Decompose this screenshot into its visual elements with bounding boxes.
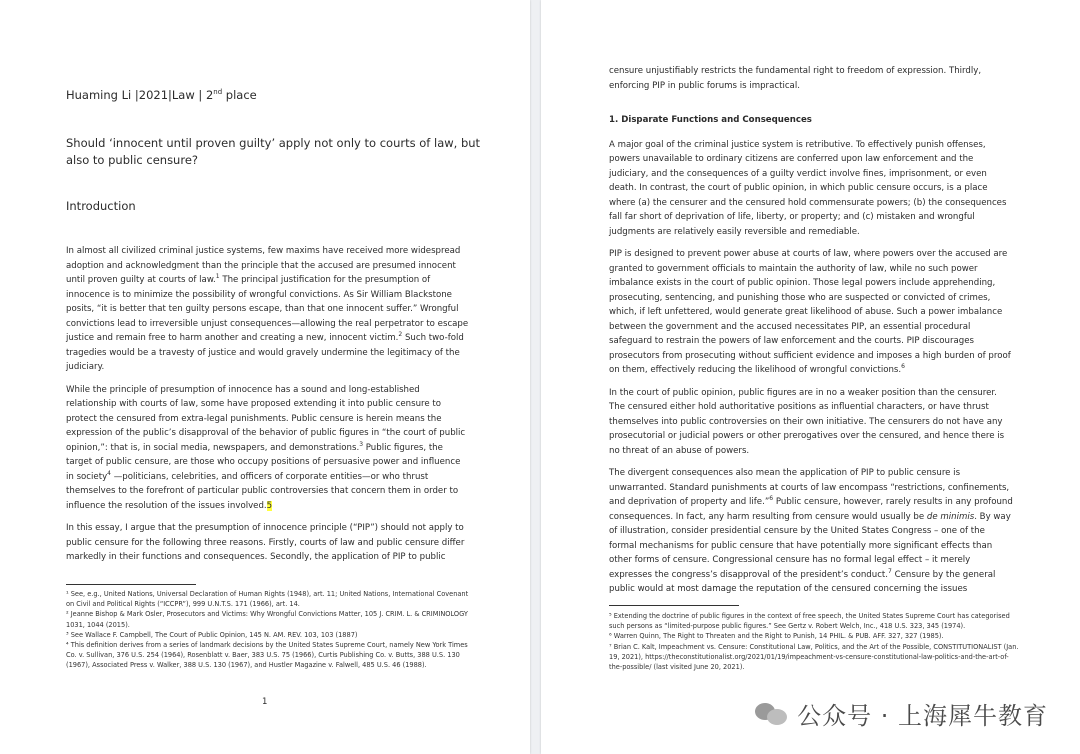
paragraph: A major goal of the criminal justice system is retributive. To effectively punish offenses, powers unavailable to ordinary citizens are conferred upon law enforcement and the judiciary, and the consequences of a guilty verdict involve fines, imprisonment, or even death. In contrast, the court of public opinion, in which public censure occurs, is a place where (a) the censurer and the censured hold commensurate powers; (b) the consequences fall far short of deprivation of life, liberty, or property; and (c) mistaken and wrongful judgments are relatively easily reversible and remediable. xyxy=(609,139,1007,237)
footnote: ⁴ This definition derives from a series of landmark decisions by the United States Supreme Court, namely New York Times Co. v. Sullivan, 376 U.S. 254 (1964), Rosenblatt v. Baer, 383 U.S. 75 (1966), Curtis Publishing Co. v. Butts, 388 U.S. 130 (1967), Associated Press v. Walker, 388 U.S. 130 (1967), and Hustler Magazine v. Falwell, 485 U.S. 46 (1988). xyxy=(66,641,468,670)
paragraph: In the court of public opinion, public figures are in no a weaker position than the censurer. The censured either hold authoritative positions as influential characters, or have thrust themselves into public controversies on their own initiative. The censurers do not have any prosecutorial or judicial powers or other prerogatives over the censured, and hence there is no threat of an abuse of powers. xyxy=(609,387,1005,456)
introduction-body xyxy=(66,244,469,573)
section-heading: 1. Disparate Functions and Consequences xyxy=(609,115,812,125)
document-page-left xyxy=(0,0,530,754)
paragraph: In this essay, I argue that the presumption of innocence principle (“PIP”) should not apply to public censure for the following three reasons. Firstly, courts of law and public censure differ markedly in their functions and consequences. Secondly, the application of PIP to public xyxy=(66,523,465,562)
essay-question: Should ‘innocent until proven guilty’ apply not only to courts of law, but also to public censure? xyxy=(66,136,481,167)
wechat-icon xyxy=(755,701,789,727)
footnote-divider xyxy=(609,605,739,606)
introduction-heading: Introduction xyxy=(66,199,136,213)
footnote: ³ See Wallace F. Campbell, The Court of Public Opinion, 145 N. AM. REV. 103, 103 (1887) xyxy=(66,630,358,639)
footnote: ² Jeanne Bishop & Mark Osler, Prosecutors and Victims: Why Wrongful Convictions Matter, 105 J. CRIM. L. & CRIMINOLOGY 1031, 1044 (2015). xyxy=(66,610,468,629)
paragraph: PIP is designed to prevent power abuse at courts of law, where powers over the accused are granted to government officials to maintain the authority of law, while no such power imbalance exists in the court of public opinion. Those legal powers include apprehending, prosecuting, sentencing, and punishing those who are suspected or convicted of crimes, which, if left unfettered, would generate great likelihood of abuse. Such a power imbalance between the government and the accused necessitates PIP, an essential procedural safeguard to restrain the powers of law enforcement and the courts. PIP discourages prosecutors from prosecuting without sufficient evidence and imposes a high burden of proof on them, effectively reducing the likelihood of wrongful convictions.$^6$ xyxy=(609,249,1011,375)
footnote: ¹ See, e.g., United Nations, Universal Declaration of Human Rights (1948), art. 11; United Nations, International Covenant on Civil and Political Rights (“ICCPR”), 999 U.N.T.S. 171 (1966), art. 14. xyxy=(66,590,469,609)
footnote-ref-highlight: 5 xyxy=(266,500,273,511)
paragraph: censure unjustifiably restricts the fundamental right to freedom of expression. Thirdly, enforcing PIP in public forums is impractical. xyxy=(609,66,982,91)
section-body xyxy=(609,64,1014,605)
paragraph: While the principle of presumption of innocence has a sound and long-established relationship with courts of law, some have proposed extending it into public censure to protect the censured from extra-legal punishments. Public censure is herein means the expression of the public’s disapproval of the behavior of public figures in “the court of public opinion,”: that is, in social media, newspapers, and demonstrations.$^3$ Public figures, the target of public censure, are those who occupy positions of persuasive power and influence in society$^4$ —politicians, celebrities, and officers of corporate entities—or who thrust themselves to the forefront of particular public controversies that concern them in order to influence the resolution of the issues involved.5 xyxy=(66,384,466,511)
footnotes xyxy=(609,611,1019,672)
page-number: 1 xyxy=(262,697,268,707)
footnote: ⁶ Warren Quinn, The Right to Threaten and the Right to Punish, 14 PHIL. & PUB. AFF. 327, 327 (1985). xyxy=(609,632,944,641)
footnotes xyxy=(66,589,476,671)
paragraph: The divergent consequences also mean the application of PIP to public censure is unwarranted. Standard punishments at courts of law encompass “restrictions, confinements, and deprivation of property and life.”$^6$ Public censure, however, rarely results in any profound consequences. In fact, any harm resulting from censure would usually be de minimis. By way of illustration, consider presidential censure by the United States Congress – one of the formal mechanisms for public censure that have potentially more significant effects than other forms of censure. Congressional censure has no formal legal effect – it merely expresses the congress’s disapproval of the president’s conduct.$^7$ Censure by the general public would at most damage the reputation of the censured concerning the issues xyxy=(609,468,1013,594)
wechat-watermark xyxy=(755,696,1048,731)
paragraph: In almost all civilized criminal justice systems, few maxims have received more widespread adoption and acknowledgment than the principle that the accused are presumed innocent until proven guilty at courts of law.$^1$ The principal justification for the presumption of innocence is to minimize the possibility of wrongful convictions. As Sir William Blackstone posits, “it is better that ten guilty persons escape, than that one innocent suffer.” Wrongful convictions lead to irreversible unjust consequences—allowing the real perpetrator to escape justice and remain free to harm another and creating a new, innocent victim.$^2$ Such two-fold tragedies would be a travesty of justice and would gravely undermine the legitimacy of the judiciary. xyxy=(66,246,469,372)
footnote: ⁵ Extending the doctrine of public figures in the context of free speech, the United States Supreme Court has categorised such persons as “limited-purpose public figures.” See Gertz v. Robert Welch, Inc., 418 U.S. 323, 345 (1974). xyxy=(609,612,1010,631)
author-header: Huaming Li |2021|Law | 2nd place xyxy=(66,88,257,102)
footnote: ⁷ Brian C. Kalt, Impeachment vs. Censure: Constitutional Law, Politics, and the Art of the Possible, CONSTITUTIONALIST (Jan. 19, 2021), https://theconstitutionalist.org/2021/01/19/impeachment-vs-censure-constitutional-law-politics-and-the-art-of-the-possible/ (last visited June 20, 2021). xyxy=(609,642,1019,672)
footnote-divider xyxy=(66,584,196,585)
watermark-text: 公众号 · 上海犀牛教育 xyxy=(797,702,1048,730)
